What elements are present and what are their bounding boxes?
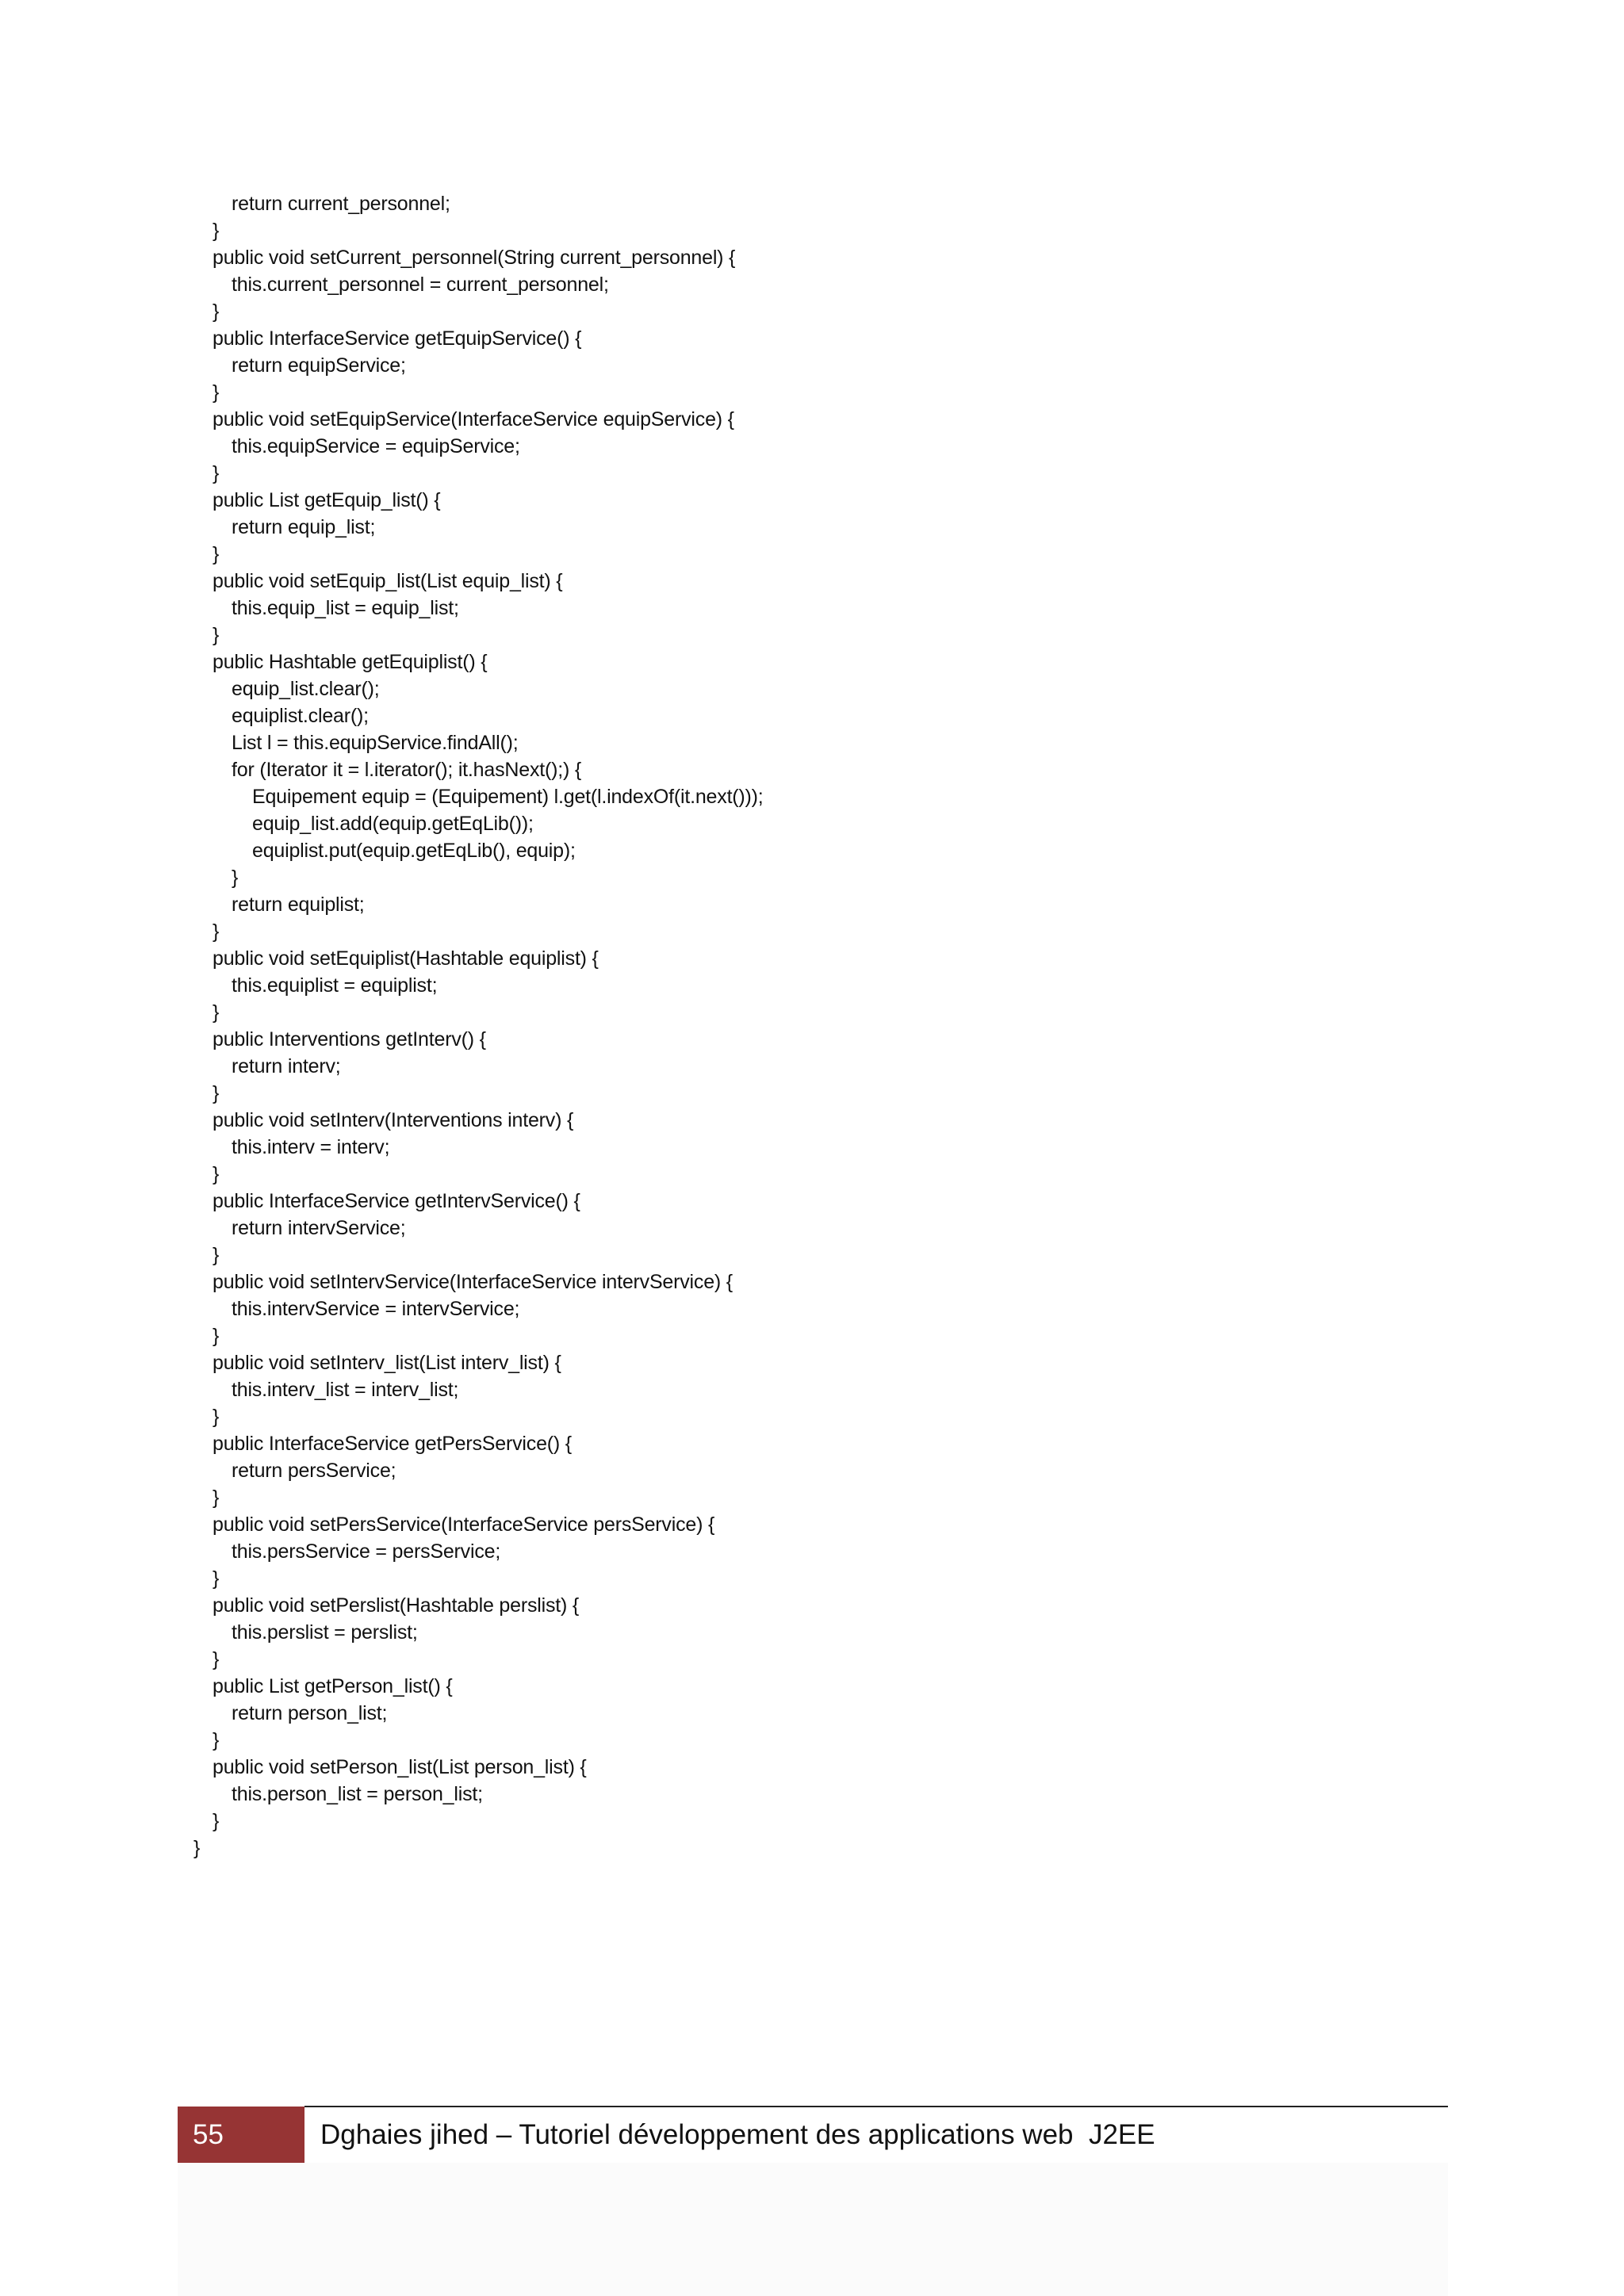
code-line: return current_personnel; [232, 193, 450, 215]
code-line: } [213, 920, 220, 943]
code-line: } [213, 220, 220, 242]
code-line: } [193, 1837, 201, 1859]
code-line: public void setEquip_list(List equip_list) { [213, 570, 563, 592]
code-line: return equiplist; [232, 894, 365, 916]
code-line: this.person_list = person_list; [232, 1783, 483, 1805]
code-line: this.current_personnel = current_personnel; [232, 274, 609, 296]
code-line: this.intervService = intervService; [232, 1298, 520, 1320]
code-line: return equipService; [232, 354, 406, 377]
code-line: } [213, 543, 220, 565]
page-number: 55 [178, 2107, 304, 2163]
code-line: } [213, 1567, 220, 1590]
code-line: } [232, 867, 239, 889]
code-line: public void setEquiplist(Hashtable equiplist) { [213, 947, 599, 970]
code-line: return intervService; [232, 1217, 406, 1239]
code-line: } [213, 1325, 220, 1347]
code-line: } [213, 1729, 220, 1751]
code-line: return interv; [232, 1055, 341, 1077]
code-line: this.interv_list = interv_list; [232, 1379, 459, 1401]
code-line: this.equip_list = equip_list; [232, 597, 459, 619]
code-line: } [213, 624, 220, 646]
code-line: } [213, 381, 220, 404]
code-line: equiplist.clear(); [232, 705, 369, 727]
code-line: return equip_list; [232, 516, 376, 538]
code-line: public void setPersService(InterfaceService persService) { [213, 1513, 715, 1536]
code-line: } [213, 462, 220, 484]
code-line: return persService; [232, 1460, 396, 1482]
code-line: this.persService = persService; [232, 1540, 501, 1563]
code-line: } [213, 1406, 220, 1428]
code-line: public void setPerson_list(List person_list) { [213, 1756, 587, 1778]
code-line: } [213, 1648, 220, 1670]
code-line: public Interventions getInterv() { [213, 1028, 486, 1050]
code-line: } [213, 1487, 220, 1509]
code-line: } [213, 1810, 220, 1832]
code-line: equiplist.put(equip.getEqLib(), equip); [252, 840, 576, 862]
footer-title: Dghaies jihed – Tutoriel développement des applications web J2EE [320, 2119, 1155, 2150]
code-line: } [213, 1163, 220, 1185]
code-line: public void setCurrent_personnel(String current_personnel) { [213, 247, 736, 269]
code-line: } [213, 1001, 220, 1024]
code-line: return person_list; [232, 1702, 388, 1724]
code-line: public void setInterv(Interventions interv) { [213, 1109, 574, 1131]
code-line: List l = this.equipService.findAll(); [232, 732, 519, 754]
code-line: for (Iterator it = l.iterator(); it.hasNext();) { [232, 759, 582, 781]
code-line: public List getEquip_list() { [213, 489, 441, 511]
code-line: } [213, 300, 220, 323]
code-line: } [213, 1244, 220, 1266]
code-line: public void setIntervService(InterfaceService intervService) { [213, 1271, 733, 1293]
code-line: public void setPerslist(Hashtable perslist) { [213, 1594, 580, 1617]
code-line: public void setInterv_list(List interv_list) { [213, 1352, 561, 1374]
code-line: Equipement equip = (Equipement) l.get(l.indexOf(it.next())); [252, 786, 764, 808]
code-line: public List getPerson_list() { [213, 1675, 453, 1697]
code-line: this.perslist = perslist; [232, 1621, 418, 1644]
footer-bottom-band [178, 2163, 1448, 2296]
code-line: this.equipService = equipService; [232, 435, 520, 457]
code-line: this.equiplist = equiplist; [232, 974, 438, 997]
code-line: public InterfaceService getEquipService() { [213, 327, 582, 350]
code-line: public Hashtable getEquiplist() { [213, 651, 488, 673]
code-line: equip_list.add(equip.getEqLib()); [252, 813, 534, 835]
code-line: public InterfaceService getPersService() { [213, 1433, 572, 1455]
code-line: equip_list.clear(); [232, 678, 380, 700]
code-line: public InterfaceService getIntervService() { [213, 1190, 580, 1212]
code-line: public void setEquipService(InterfaceService equipService) { [213, 408, 734, 430]
code-line: } [213, 1082, 220, 1104]
code-line: this.interv = interv; [232, 1136, 390, 1158]
